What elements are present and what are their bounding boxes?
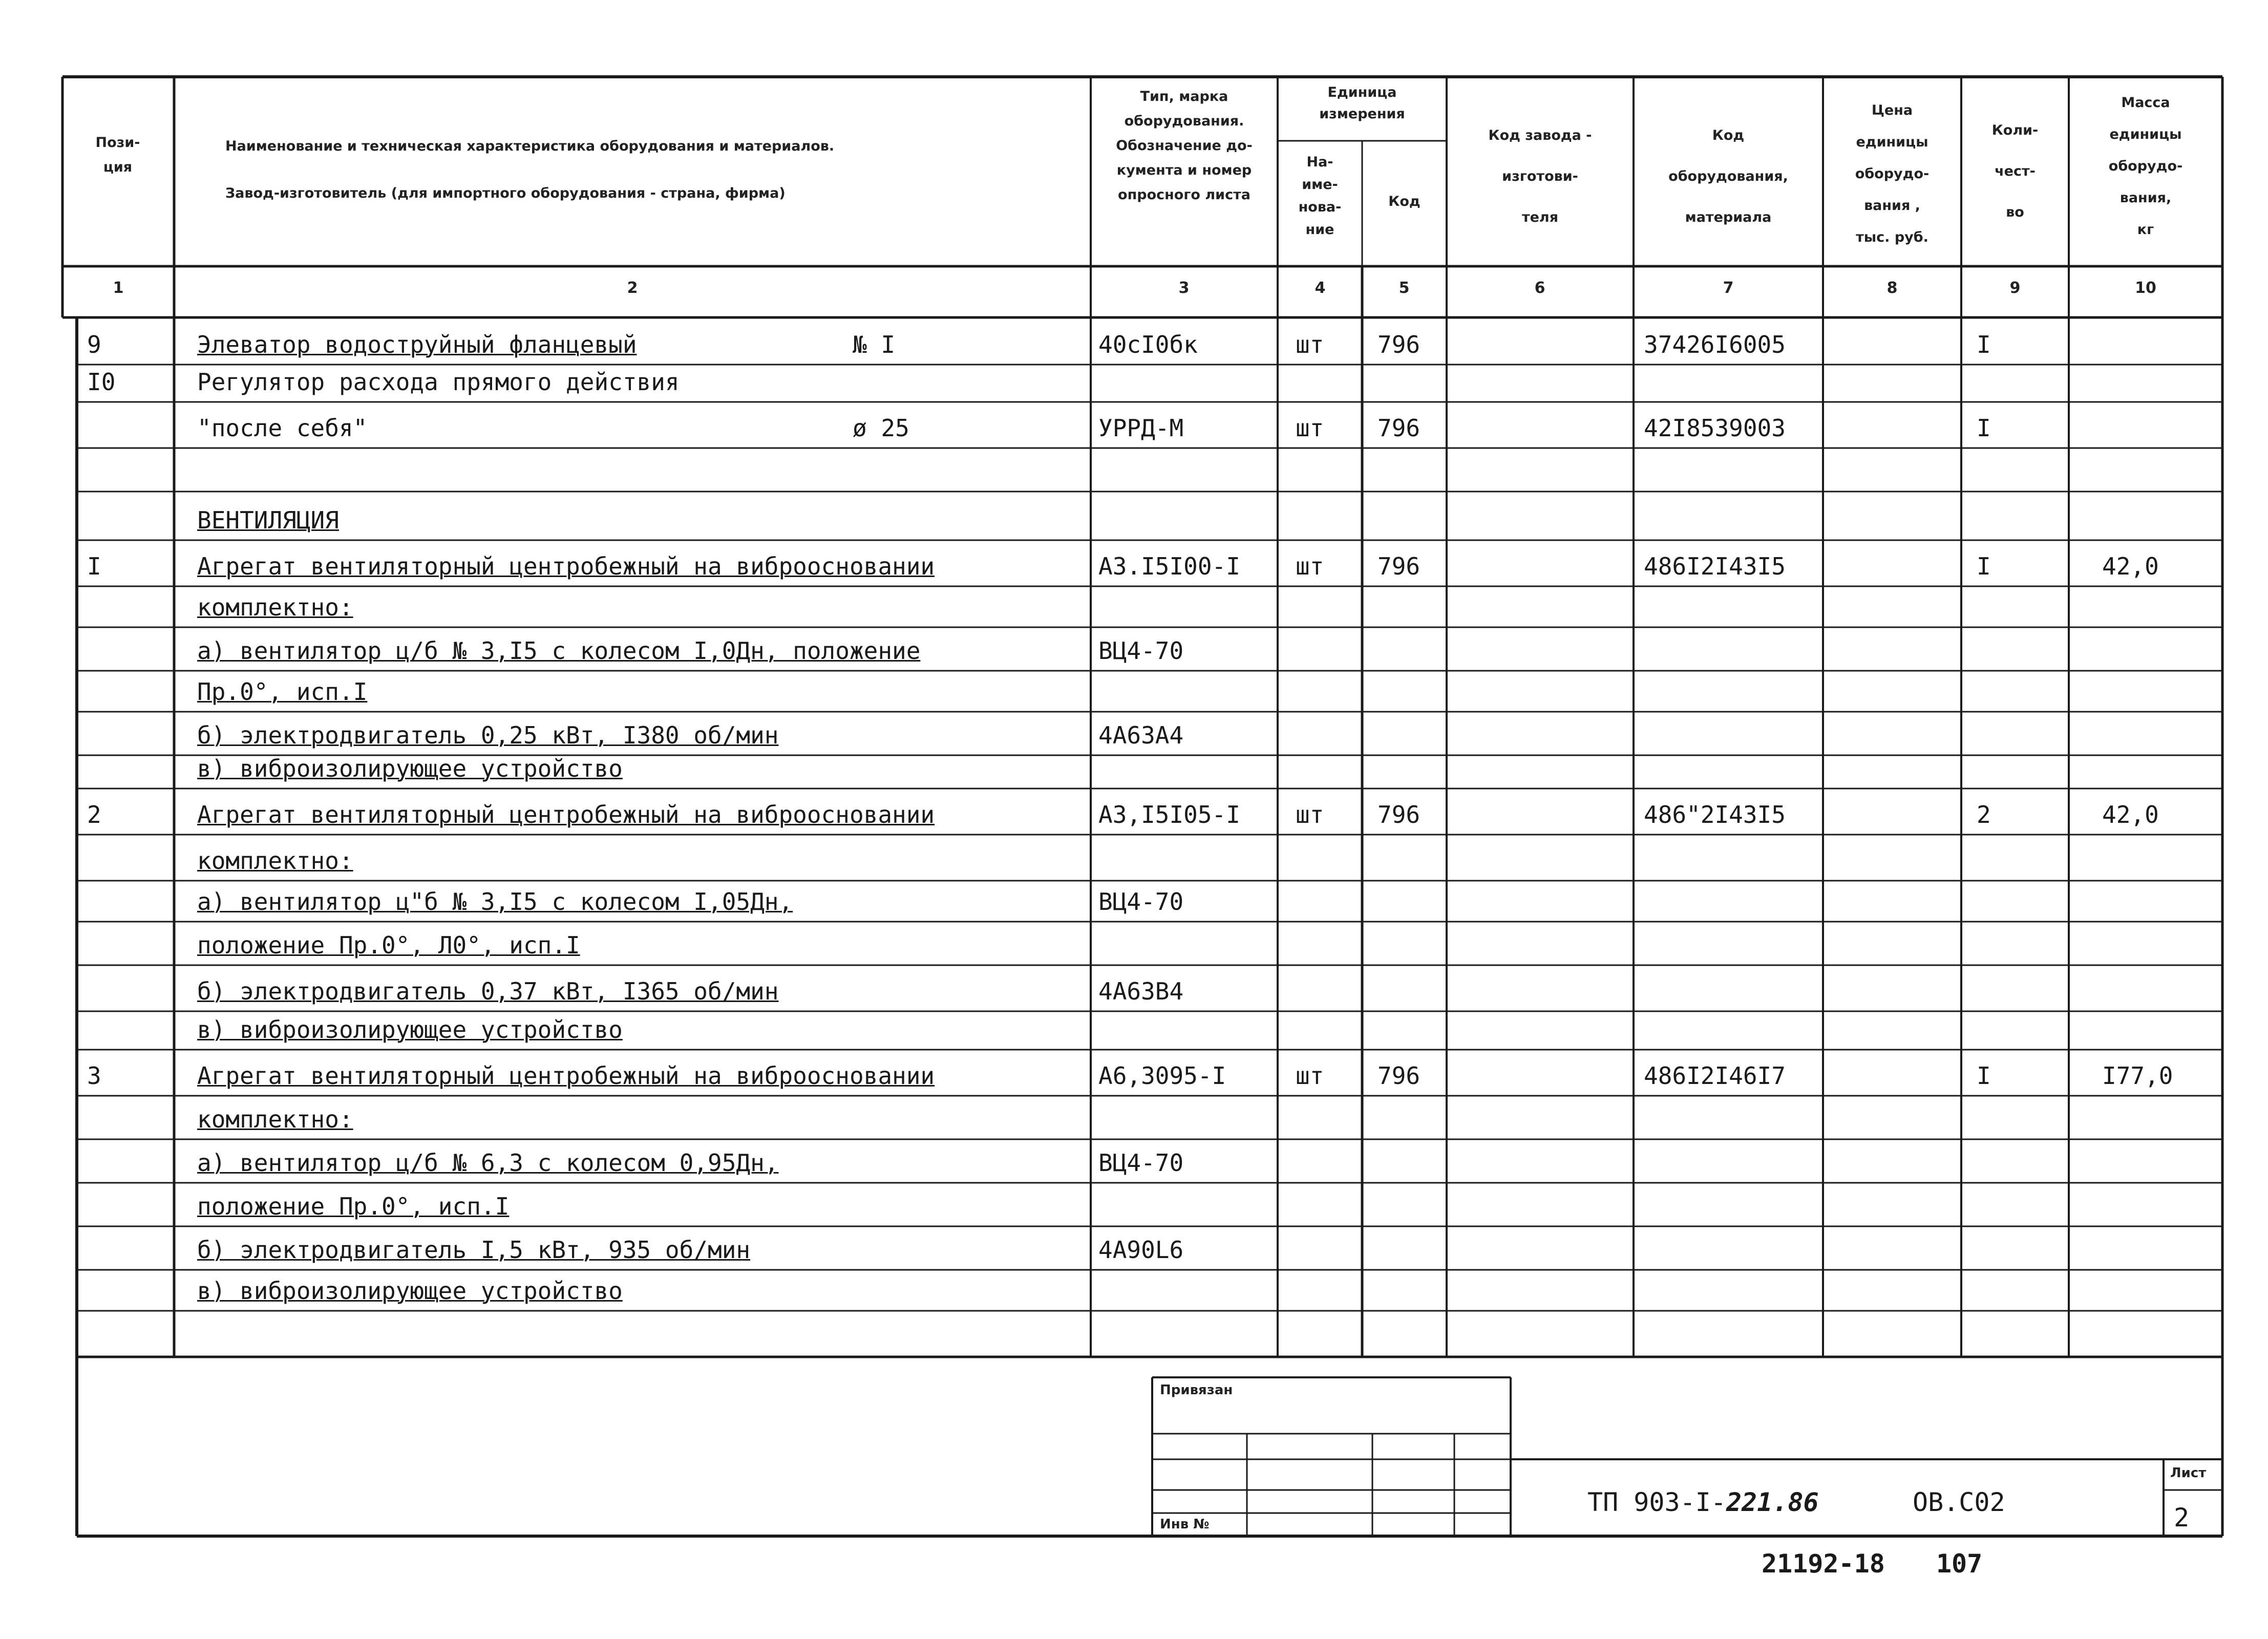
header-name: Наименование и техническая характеристика оборудования и материалов. Завод-изготовитель (для импортного оборудования - страна, фирма)	[225, 138, 835, 201]
header-unit-price: Цена единицы оборудо- вания , тыс. руб.	[1855, 102, 1930, 245]
row-name: "после себя"	[197, 414, 368, 442]
row-mass: 42,0	[2102, 801, 2159, 828]
row-quantity: 2	[1977, 801, 1991, 828]
row-equipment-code: 486I2I43I5	[1644, 552, 1786, 580]
row-name: Агрегат вентиляторный центробежный на виброосновании	[197, 552, 935, 580]
row-position: 9	[87, 331, 101, 358]
column-number: 6	[1534, 279, 1545, 297]
row-position: 3	[87, 1062, 101, 1090]
row-name-extra: № I	[853, 331, 896, 358]
row-name: Регулятор расхода прямого действия	[197, 368, 680, 396]
inventory-label: Инв №	[1160, 1517, 1210, 1532]
column-number: 10	[2135, 279, 2156, 297]
row-quantity: I	[1977, 331, 1991, 358]
row-unit: шт	[1296, 414, 1324, 442]
row-name: комплектно:	[197, 1105, 353, 1133]
sheet-number: 2	[2174, 1503, 2190, 1532]
sheet-label: Лист	[2170, 1465, 2207, 1481]
row-mass: I77,0	[2102, 1062, 2173, 1090]
row-equipment-code: 37426I6005	[1644, 331, 1786, 358]
row-name: а) вентилятор ц"б № 3,I5 с колесом I,05Дн,	[197, 888, 793, 916]
row-name: ВЕНТИЛЯЦИЯ	[197, 506, 339, 534]
row-name: положение Пр.0°, исп.I	[197, 1193, 510, 1220]
row-name: б) электродвигатель I,5 кВт, 935 об/мин	[197, 1236, 751, 1264]
header-equipment-code: Код оборудования, материала	[1668, 127, 1788, 225]
column-number: 9	[2009, 279, 2021, 297]
row-unit-code: 796	[1377, 801, 1421, 828]
row-type: 40сI0бк	[1098, 331, 1198, 358]
row-name: комплектно:	[197, 593, 353, 621]
row-position: I	[87, 552, 101, 580]
row-quantity: I	[1977, 1062, 1991, 1090]
column-number: 3	[1178, 279, 1190, 297]
row-unit: шт	[1296, 552, 1324, 580]
row-type: ВЦ4-70	[1098, 888, 1184, 916]
row-type: 4А63В4	[1098, 977, 1184, 1005]
row-type: ВЦ4-70	[1098, 1149, 1184, 1177]
row-unit: шт	[1296, 801, 1324, 828]
column-number: 5	[1398, 279, 1410, 297]
row-name: Элеватор водоструйный фланцевый	[197, 331, 637, 358]
row-quantity: I	[1977, 552, 1991, 580]
row-equipment-code: 42I8539003	[1644, 414, 1786, 442]
row-quantity: I	[1977, 414, 1991, 442]
document-suffix: ОВ.С02	[1913, 1487, 2005, 1517]
row-name: Агрегат вентиляторный центробежный на виброосновании	[197, 801, 935, 828]
column-number: 4	[1315, 279, 1326, 297]
row-unit: шт	[1296, 331, 1324, 358]
row-unit-code: 796	[1377, 552, 1421, 580]
archive-number: 21192-18 107	[1762, 1549, 1983, 1579]
row-type: 4А90L6	[1098, 1236, 1184, 1264]
row-type: А3.I5I00-I	[1098, 552, 1240, 580]
document-code: ТП 903-I-221.86	[1587, 1487, 1819, 1517]
header-unit-name: На- име- нова- ние	[1298, 154, 1342, 238]
row-unit-code: 796	[1377, 414, 1421, 442]
row-type: 4А63А4	[1098, 721, 1184, 749]
column-number: 8	[1887, 279, 1898, 297]
row-type: ВЦ4-70	[1098, 637, 1184, 665]
column-number: 1	[113, 279, 124, 297]
row-name: в) виброизолирующее устройство	[197, 755, 623, 782]
header-position: Пози- ция	[95, 135, 140, 175]
row-name: б) электродвигатель 0,37 кВт, I365 об/мин	[197, 977, 779, 1005]
row-equipment-code: 486"2I43I5	[1644, 801, 1786, 828]
row-name-extra: ø 25	[853, 414, 909, 442]
header-unit-mass: Масса единицы оборудо- вания, кг	[2108, 95, 2183, 238]
header-unit-group: Единица измерения	[1319, 84, 1405, 122]
header-quantity: Коли- чест- во	[1991, 122, 2039, 220]
row-name: а) вентилятор ц/б № 6,3 с колесом 0,95Дн,	[197, 1149, 779, 1177]
row-name: Пр.0°, исп.I	[197, 678, 368, 706]
row-name: в) виброизолирующее устройство	[197, 1016, 623, 1044]
row-name: комплектно:	[197, 847, 353, 875]
column-number: 2	[627, 279, 638, 297]
header-plant-code: Код завода - изготови- теля	[1488, 127, 1592, 225]
row-mass: 42,0	[2102, 552, 2159, 580]
row-name: Агрегат вентиляторный центробежный на виброосновании	[197, 1062, 935, 1090]
row-type: А3,I5I05-I	[1098, 801, 1240, 828]
row-unit: шт	[1296, 1062, 1324, 1090]
row-name: в) виброизолирующее устройство	[197, 1277, 623, 1305]
column-number: 7	[1723, 279, 1734, 297]
row-name: б) электродвигатель 0,25 кВт, I380 об/мин	[197, 721, 779, 749]
row-position: I0	[87, 368, 116, 396]
row-position: 2	[87, 801, 101, 828]
row-type: УРРД-М	[1098, 414, 1184, 442]
row-name: положение Пр.0°, Л0°, исп.I	[197, 931, 580, 959]
row-unit-code: 796	[1377, 1062, 1421, 1090]
row-type: А6,3095-I	[1098, 1062, 1226, 1090]
row-name: а) вентилятор ц/б № 3,I5 с колесом I,0Дн, положение	[197, 637, 921, 665]
row-unit-code: 796	[1377, 331, 1421, 358]
attached-label: Привязан	[1160, 1382, 1233, 1398]
header-unit-code: Код	[1388, 194, 1421, 209]
page-number: 107	[1936, 1549, 1983, 1579]
row-equipment-code: 486I2I46I7	[1644, 1062, 1786, 1090]
header-type: Тип, марка оборудования. Обозначение до- кумента и номер опросного листа	[1116, 89, 1253, 203]
